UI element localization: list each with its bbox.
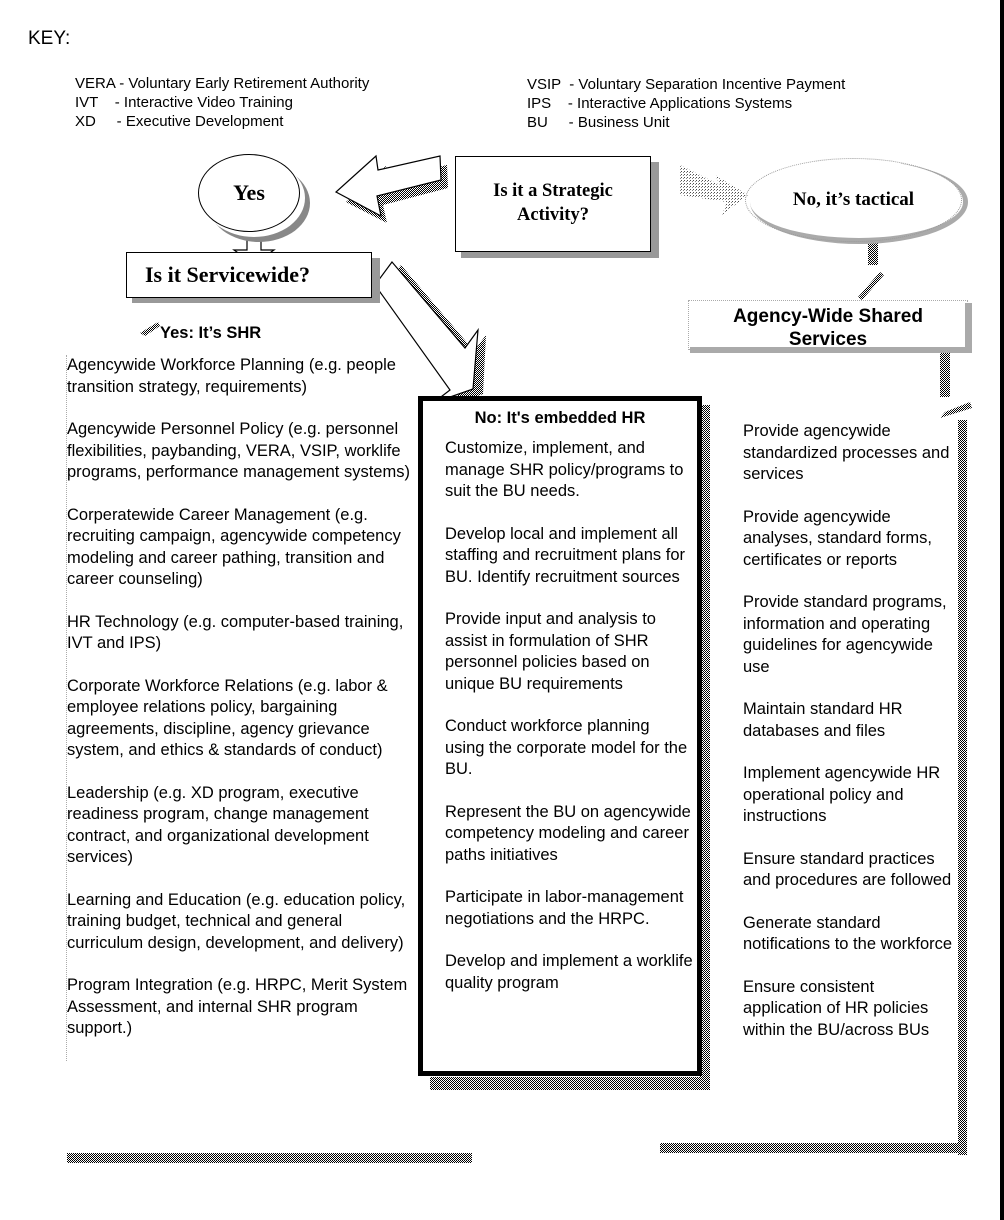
tactical-oval-label: No, it’s tactical — [792, 189, 915, 210]
shr-item: Program Integration (e.g. HRPC, Merit System Assessment, and internal SHR program support.) — [67, 976, 408, 1037]
embedded-item: Conduct workforce planning using the corporate model for the BU. — [445, 717, 688, 778]
embedded-item: Develop local and implement all staffing and recruitment plans for BU. Identify recruitment sources — [445, 524, 685, 586]
shared-item: Provide standard programs, information and operating guidelines for agencywide use — [743, 593, 947, 676]
shared-services-heading-label: Agency-Wide Shared Services — [733, 306, 923, 350]
shr-list — [66, 355, 412, 1061]
shr-item: Leadership (e.g. XD program, executive readiness program, change management contract, and organizational development services) — [67, 783, 369, 866]
shared-item: Generate standard notifications to the workforce — [743, 913, 953, 953]
embedded-item: Provide input and analysis to assist in formulation of SHR personnel policies based on unique BU requirements — [445, 610, 656, 693]
embedded-item: Represent the BU on agencywide competency modeling and career paths initiatives — [445, 802, 691, 864]
shr-panel-shadow — [67, 1153, 472, 1163]
servicewide-box — [126, 252, 372, 298]
key-desc: Business Unit — [577, 114, 670, 131]
shr-item: HR Technology (e.g. computer-based training, IVT and IPS) — [67, 612, 404, 652]
shr-item: Corporate Workforce Relations (e.g. labor & employee relations policy, bargaining agreements, discipline, agency grievance system, and ethics & standards of conduct) — [67, 676, 388, 759]
embedded-hr-box — [418, 396, 702, 1076]
embedded-item: Develop and implement a worklife quality program — [445, 952, 693, 992]
key-sep: - — [98, 94, 124, 111]
shr-heading: Yes: It’s SHR — [160, 324, 262, 342]
shr-pointer-icon — [140, 322, 160, 336]
key-sep: - — [95, 113, 126, 130]
yes-oval-label: Yes — [233, 180, 265, 205]
key-desc: Executive Development — [125, 113, 284, 130]
key-abbr: XD — [75, 113, 96, 130]
embedded-item: Participate in labor-management negotiations and the HRPC. — [445, 888, 684, 928]
key-abbr: IPS — [527, 95, 552, 112]
connector-tactical-shared-icon — [858, 243, 884, 300]
key-abbr: VSIP — [527, 76, 561, 93]
shared-services-list — [743, 421, 953, 1062]
shared-item: Provide agencywide standardized processes and services — [743, 422, 950, 483]
key-sep: - — [547, 114, 578, 131]
key-sep: - — [551, 95, 578, 112]
shared-item: Provide agencywide analyses, standard forms, certificates or reports — [743, 507, 932, 569]
key-abbr: IVT — [75, 94, 99, 111]
shared-item: Implement agencywide HR operational policy and instructions — [743, 764, 941, 825]
shared-services-heading — [688, 300, 968, 350]
strategic-activity-box — [455, 156, 651, 252]
shared-item: Ensure consistent application of HR policies within the BU/across BUs — [743, 977, 930, 1039]
key-sep: - — [560, 76, 579, 93]
connector-shared-list-icon — [940, 352, 972, 418]
shr-item: Learning and Education (e.g. education policy, training budget, technical and general curriculum design, development, and delivery) — [67, 890, 406, 952]
key-sep: - — [115, 75, 129, 92]
key-desc: Interactive Applications Systems — [577, 95, 793, 112]
shared-item: Ensure standard practices and procedures are followed — [743, 849, 952, 889]
tactical-oval — [745, 158, 962, 242]
embedded-item: Customize, implement, and manage SHR policy/programs to suit the BU needs. — [445, 439, 684, 500]
key-abbr: VERA — [75, 75, 116, 92]
key-desc: Voluntary Early Retirement Authority — [128, 75, 370, 92]
shr-item: Corperatewide Career Management (e.g. recruiting campaign, agencywide competency modeling and career pathing, transition and career counseling) — [67, 505, 401, 588]
key-abbr: BU — [527, 114, 548, 131]
servicewide-label: Is it Servicewide? — [145, 262, 310, 287]
arrow-to-yes-icon — [336, 156, 448, 223]
key-desc: Interactive Video Training — [123, 94, 293, 111]
key-desc: Voluntary Separation Incentive Payment — [578, 76, 846, 93]
shr-item: Agencywide Workforce Planning (e.g. people transition strategy, requirements) — [67, 356, 396, 396]
shared-item: Maintain standard HR databases and files — [743, 700, 903, 740]
key-title: KEY: — [28, 28, 71, 49]
embedded-list — [423, 428, 697, 994]
arrow-to-tactical-icon — [680, 165, 748, 215]
shr-item: Agencywide Personnel Policy (e.g. personnel flexibilities, paybanding, VERA, VSIP, worklife programs, performance management systems) — [67, 420, 410, 481]
strategic-activity-label: Is it a Strategic Activity? — [493, 181, 613, 225]
yes-oval — [198, 154, 300, 232]
embedded-hr-heading: No: It's embedded HR — [474, 409, 646, 427]
